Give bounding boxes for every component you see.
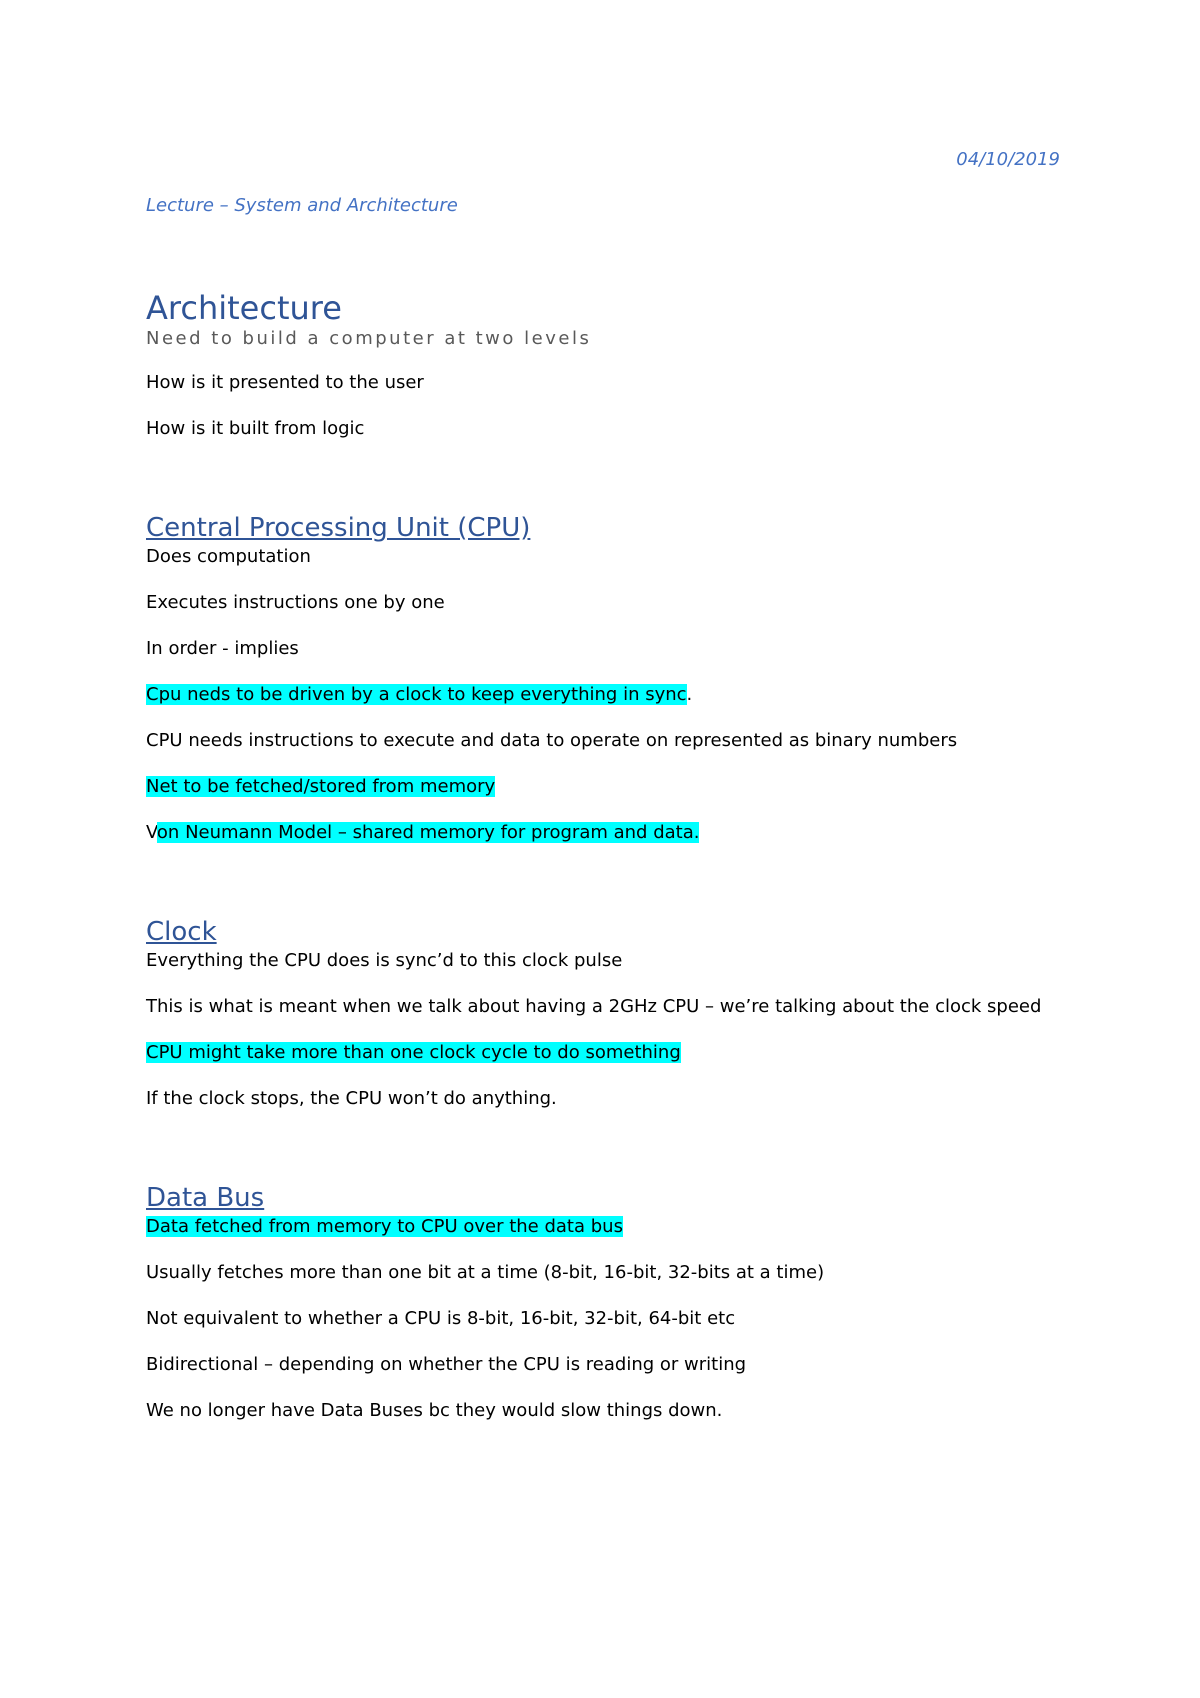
paragraph: Executes instructions one by one [146, 592, 445, 613]
paragraph-text: V [146, 822, 157, 843]
highlighted-text: CPU might take more than one clock cycle to do something [146, 1042, 681, 1063]
document-body [146, 288, 1066, 1444]
highlighted-text: on Neumann Model – shared memory for program and data. [156, 822, 700, 843]
section-heading-clock: Clock [146, 917, 217, 947]
document-date: 04/10/2019 [956, 149, 1060, 170]
paragraph: CPU needs instructions to execute and data to operate on represented as binary numbers [146, 730, 958, 751]
paragraph: Bidirectional – depending on whether the CPU is reading or writing [146, 1354, 747, 1375]
paragraph: We no longer have Data Buses bc they would slow things down. [146, 1400, 723, 1421]
paragraph [146, 774, 1066, 800]
paragraph: This is what is meant when we talk about having a 2GHz CPU – we’re talking about the clock speed [146, 996, 1042, 1017]
paragraph [146, 1214, 1066, 1240]
paragraph: How is it built from logic [146, 418, 365, 439]
paragraph [146, 820, 1066, 846]
title-subtitle: Need to build a computer at two levels [146, 328, 592, 349]
paragraph [146, 682, 1066, 708]
section-heading-cpu: Central Processing Unit (CPU) [146, 513, 531, 543]
paragraph: Not equivalent to whether a CPU is 8-bit, 16-bit, 32-bit, 64-bit etc [146, 1308, 736, 1329]
highlighted-text: Cpu neds to be driven by a clock to keep everything in sync [146, 684, 687, 705]
page-title: Architecture [146, 289, 342, 327]
paragraph: Everything the CPU does is sync’d to this clock pulse [146, 950, 623, 971]
section-data-bus [146, 1182, 1066, 1424]
section-cpu [146, 512, 1066, 846]
paragraph: In order - implies [146, 638, 299, 659]
paragraph: How is it presented to the user [146, 372, 424, 393]
paragraph: If the clock stops, the CPU won’t do anything. [146, 1088, 557, 1109]
lecture-subtitle: Lecture – System and Architecture [146, 195, 458, 216]
paragraph: Usually fetches more than one bit at a time (8-bit, 16-bit, 32-bits at a time) [146, 1262, 825, 1283]
highlighted-text: Data fetched from memory to CPU over the data bus [146, 1216, 623, 1237]
paragraph [146, 1040, 1066, 1066]
paragraph-text: . [686, 684, 693, 705]
section-heading-data-bus: Data Bus [146, 1183, 265, 1213]
highlighted-text: Net to be fetched/stored from memory [146, 776, 496, 797]
paragraph: Does computation [146, 546, 311, 567]
section-clock [146, 916, 1066, 1112]
